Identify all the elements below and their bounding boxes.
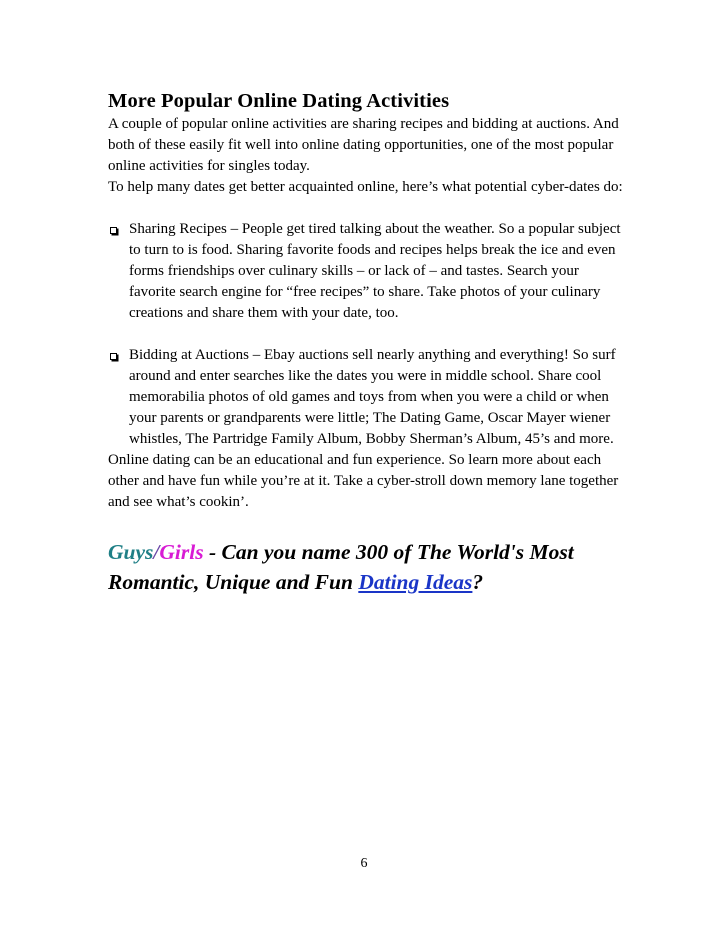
activity-list [108, 219, 624, 450]
page-number: 6 [360, 856, 368, 871]
list-item [108, 345, 624, 450]
checkbox-bullet-icon [110, 353, 117, 360]
dating-ideas-link[interactable]: Dating Ideas [358, 570, 473, 594]
promo-slash: / [153, 540, 160, 564]
page-content [108, 88, 624, 619]
promo-callout [108, 537, 624, 597]
list-item [108, 219, 624, 324]
section-heading: More Popular Online Dating Activities [108, 90, 450, 112]
promo-girls: Girls [159, 540, 204, 564]
list-item-text: Sharing Recipes – People get tired talking about the weather. So a popular subject to turn to is food. Sharing favorite foods and recipes helps break the ice and even forms friendships over culinary skills – or lack of – and tastes. Search your favorite search engine for “free recipes” to share. Take photos of your culinary creations and share them with your date, too. [129, 221, 621, 321]
promo-end: ? [472, 570, 484, 594]
closing-paragraph: Online dating can be an educational and fun experience. So learn more about each other and have fun while you’re at it. Take a cyber-stroll down memory lane together and see what’s cookin’. [108, 452, 619, 510]
promo-text: - Can you name 300 of The World's Most Romantic, Unique and Fun [108, 540, 574, 594]
intro-paragraph: A couple of popular online activities are sharing recipes and bidding at auctions. And both of these easily fit well into online dating opportunities, one of the most popular online activities for singles today. [108, 116, 619, 174]
list-item-text: Bidding at Auctions – Ebay auctions sell nearly anything and everything! So surf around and enter searches like the dates you were in middle school. Share cool memorabilia photos of old games and toys from when you were a child or when your parents or grandparents were little; The Dating Game, Oscar Mayer wiener whistles, The Partridge Family Album, Bobby Sherman’s Album, 45’s and more. [129, 347, 616, 447]
lead-in-paragraph: To help many dates get better acquainted online, here’s what potential cyber-dates do: [108, 179, 623, 195]
promo-guys: Guys [108, 540, 154, 564]
checkbox-bullet-icon [110, 227, 117, 234]
